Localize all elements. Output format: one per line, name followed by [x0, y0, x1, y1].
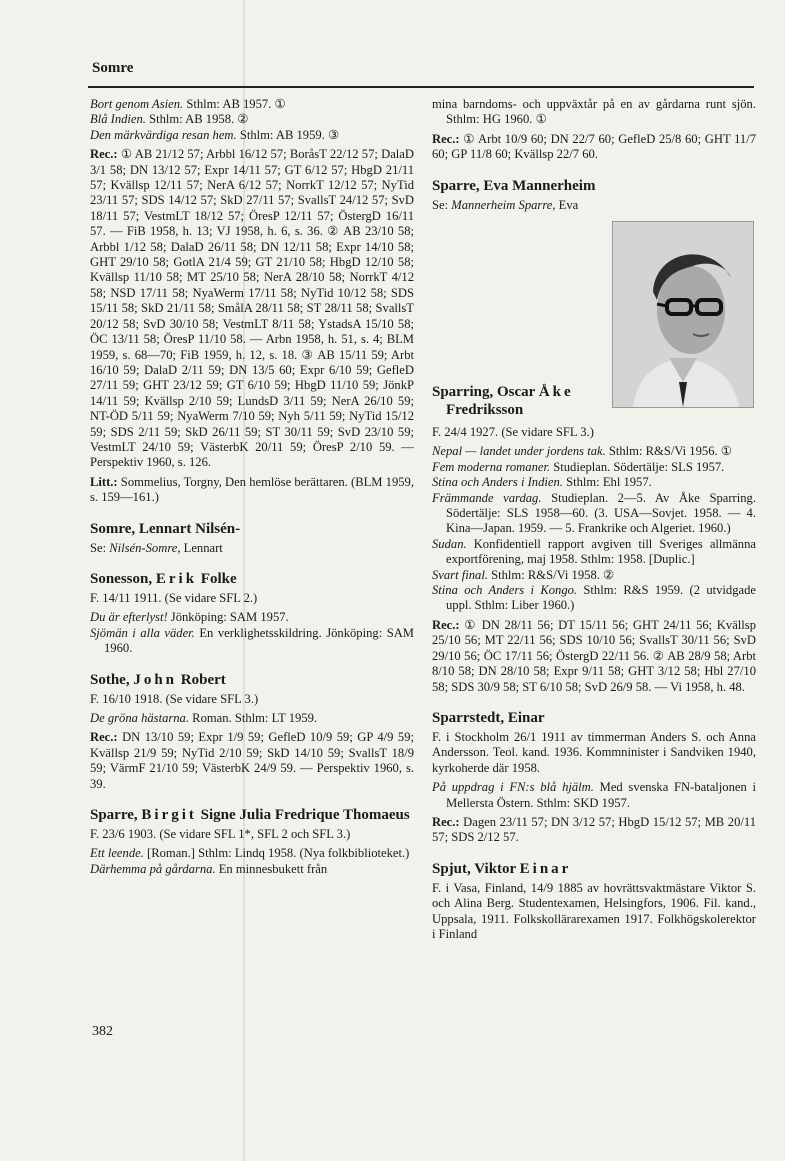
- entry-heading: Sparrstedt, Einar: [432, 709, 545, 726]
- page-number: 382: [92, 1024, 113, 1039]
- reviews-paragraph: Rec.: ① Arbt 10/9 60; DN 22/7 60; GefleD 25/8 60; GHT 11/7 60; GP 11/8 60; Kvällsp 22/7 60.: [432, 131, 756, 162]
- right-column-lower: [432, 425, 756, 946]
- birth-line: F. 23/6 1903. (Se vidare SFL 1*, SFL 2 och SFL 3.): [90, 827, 351, 842]
- work-line: Stina och Anders i Kongo. Sthlm: R&S 1959. (2 utvidgade uppl. Sthlm: Liber 1960.): [432, 583, 756, 613]
- birth-line: F. 14/11 1911. (Se vidare SFL 2.): [90, 590, 258, 605]
- work-line: Fem moderna romaner. Studieplan. Södertälje: SLS 1957.: [432, 459, 725, 474]
- entry-heading: Spjut, Viktor Einar: [432, 860, 572, 877]
- right-column: [432, 97, 756, 412]
- entry-heading: Sparre, Eva Mannerheim: [432, 177, 596, 194]
- work-line: Svart final. Sthlm: R&S/Vi 1958. ②: [432, 567, 615, 582]
- work-line: Den märkvärdiga resan hem. Sthlm: AB 1959. ③: [90, 127, 340, 142]
- work-line: Nepal — landet under jordens tak. Sthlm: R&S/Vi 1956. ①: [432, 444, 733, 459]
- work-line: Ett leende. [Roman.] Sthlm: Lindq 1958. (Nya folkbiblioteket.): [90, 846, 410, 861]
- work-line: Bort genom Asien. Sthlm: AB 1957. ①: [90, 97, 286, 111]
- left-column: [90, 97, 414, 877]
- see-reference: Se: Mannerheim Sparre, Eva: [432, 197, 579, 212]
- work-line: Sjömän i alla väder. En verklighetsskildring. Jönköping: SAM 1960.: [90, 625, 414, 656]
- birth-line: F. 16/10 1918. (Se vidare SFL 3.): [90, 691, 259, 706]
- biography-paragraph: F. i Stockholm 26/1 1911 av timmerman Anders S. och Anna Andersson. Teol. kand. 1936. Kommninister i Sandviken 1940, kyrkoherde där 1958.: [432, 729, 756, 775]
- work-line: Blå Indien. Sthlm: AB 1958. ②: [90, 112, 249, 127]
- see-reference: Se: Nilsén-Somre, Lennart: [90, 540, 223, 555]
- birth-line: F. 24/4 1927. (Se vidare SFL 3.): [432, 425, 594, 439]
- work-line-continued: mina barndoms- och uppväxtår på en av gårdarna runt sjön. Sthlm: HG 1960. ①: [432, 97, 756, 127]
- author-portrait-photo: [612, 221, 754, 408]
- entry-heading: Somre, Lennart Nilsén-: [90, 520, 241, 537]
- literature-paragraph: Litt.: Sommelius, Torgny, Den hemlöse berättaren. (BLM 1959, s. 159—161.): [90, 474, 414, 505]
- entry-heading: Sparring, Oscar Åke Fredriksson: [432, 384, 574, 418]
- work-line: Stina och Anders i Indien. Sthlm: Ehl 1957.: [432, 475, 652, 490]
- work-line: De gröna hästarna. Roman. Sthlm: LT 1959.: [90, 711, 318, 725]
- work-line: Sudan. Konfidentiell rapport avgiven till Sveriges allmänna exportförening, maj 1958. Sthlm: 1958. [Duplic.]: [432, 536, 756, 567]
- entry-heading: Sothe, John Robert: [90, 671, 226, 688]
- work-line: Främmande vardag. Studieplan. 2—5. Av Åke Sparring. Södertälje: SLS 1958—60. (3. USA—Sovjet. 1958. — 4. Kina—Japan. 1959. — 5. Frankrike och Algeriet. 1960.): [432, 490, 756, 536]
- entry-heading: Sonesson, Erik Folke: [90, 570, 237, 587]
- reviews-paragraph: Rec.: ① AB 21/12 57; Arbbl 16/12 57; BoråsT 22/12 57; DalaD 3/1 58; DN 13/12 57; Expr 14/11 57; GT 6/12 57; HbgD 21/11 57; Kvällsp 12/11 57; NerA 6/12 57; NorrkT 12/12 57; NyTid 23/11 57; SDS 14/12 57; SkD 27/11 57; SvallsT 24/12 57; SvD 18/11 57; VestmLT 18/12 57; ÖresP 12/11 57; ÖstergD 16/11 57. — FiB 1958, h. 13; VJ 1958, h. 6, s. 36. ② AB 23/10 58; Arbbl 1/12 58; DalaD 26/11 58; DN 12/11 58; Expr 14/10 58; GHT 29/10 58; GotlA 21/4 59; GT 21/10 58; HbgD 12/10 58; Kvällsp 11/10 58; MT 25/10 58; NerA 28/10 58; NorrkT 4/12 58; NSD 17/11 58; NyaWerm 17/11 58; NyTid 10/12 58; SDS 15/11 58; SkD 21/11 58; SmålA 28/11 58; ST 28/11 58; SvallsT 20/12 58; SvD 30/10 58; VestmLT 8/11 58; YstadsA 15/10 58; ÖC 13/11 58; ÖresP 11/10 58. — Arbn 1958, h. 51, s. 4; BLM 1959, s. 68—70; FiB 1959, h. 12, s. 18. ③ AB 15/11 59; Arbt 16/10 59; DalaD 2/11 59; DN 13/5 60; Expr 6/10 59; GefleD 27/11 59; GHT 23/12 59; GT 6/10 59; HbgD 11/10 59; JönkP 14/11 59; Kvällsp 2/10 59; LundsD 3/11 59; NerA 26/10 59; NT-ÖD 5/11 59; NyaWerm 7/10 59; Nyh 5/11 59; NyTid 15/12 59; SDS 2/11 59; SkD 26/11 59; ST 30/11 59; SvD 23/10 59; VestmLT 24/10 59; VästerbK 20/11 59; ÖresP 2/10 59. — Perspektiv 1960, s. 126.: [90, 147, 414, 470]
- entry-heading: Sparre, Birgit Signe Julia Fredrique Thomaeus: [90, 807, 410, 824]
- running-header: Somre: [92, 60, 134, 76]
- work-line: På uppdrag i FN:s blå hjälm. Med svenska FN-bataljonen i Mellersta Östern. Sthlm: SKD 1957.: [432, 780, 757, 810]
- portrait-illustration: [613, 222, 753, 407]
- reviews-paragraph: Rec.: DN 13/10 59; Expr 1/9 59; GefleD 10/9 59; GP 4/9 59; Kvällsp 21/9 59; NyTid 2/10 59; SkD 14/10 59; SvallsT 18/9 59; VärmF 21/10 59; VästerbK 24/9 59. — Perspektiv 1960, s. 39.: [90, 730, 414, 791]
- reviews-paragraph: Rec.: ① DN 28/11 56; DT 15/11 56; GHT 24/11 56; Kvällsp 25/10 56; MT 22/11 56; SDS 10/10 56; SvallsT 30/11 56; SvD 29/10 56; ÖC 17/11 56; ÖstergD 22/11 56. ② AB 28/9 58; Arbt 8/10 58; DN 28/10 58; Expr 9/11 58; GHT 3/12 58; Hbl 27/10 58; SDS 30/9 58; ST 6/10 58; SvD 26/9 58. — Vi 1958, h. 48.: [432, 617, 756, 694]
- work-line: Därhemma på gårdarna. En minnesbukett från: [90, 861, 328, 876]
- work-line: Du är efterlyst! Jönköping: SAM 1957.: [90, 610, 289, 625]
- reviews-paragraph: Rec.: Dagen 23/11 57; DN 3/12 57; HbgD 15/12 57; MB 20/11 57; SDS 2/12 57.: [432, 814, 756, 845]
- biography-paragraph: F. i Vasa, Finland, 14/9 1885 av hovrättsvaktmästare Viktor S. och Alina Berg. Studentexamen, Helsingfors, 1906. Fil. kand., Uppsala, 1911. Folkskollärarexamen 1917. Folkhögskolerektor i Finland: [432, 880, 756, 941]
- header-rule: [88, 86, 754, 88]
